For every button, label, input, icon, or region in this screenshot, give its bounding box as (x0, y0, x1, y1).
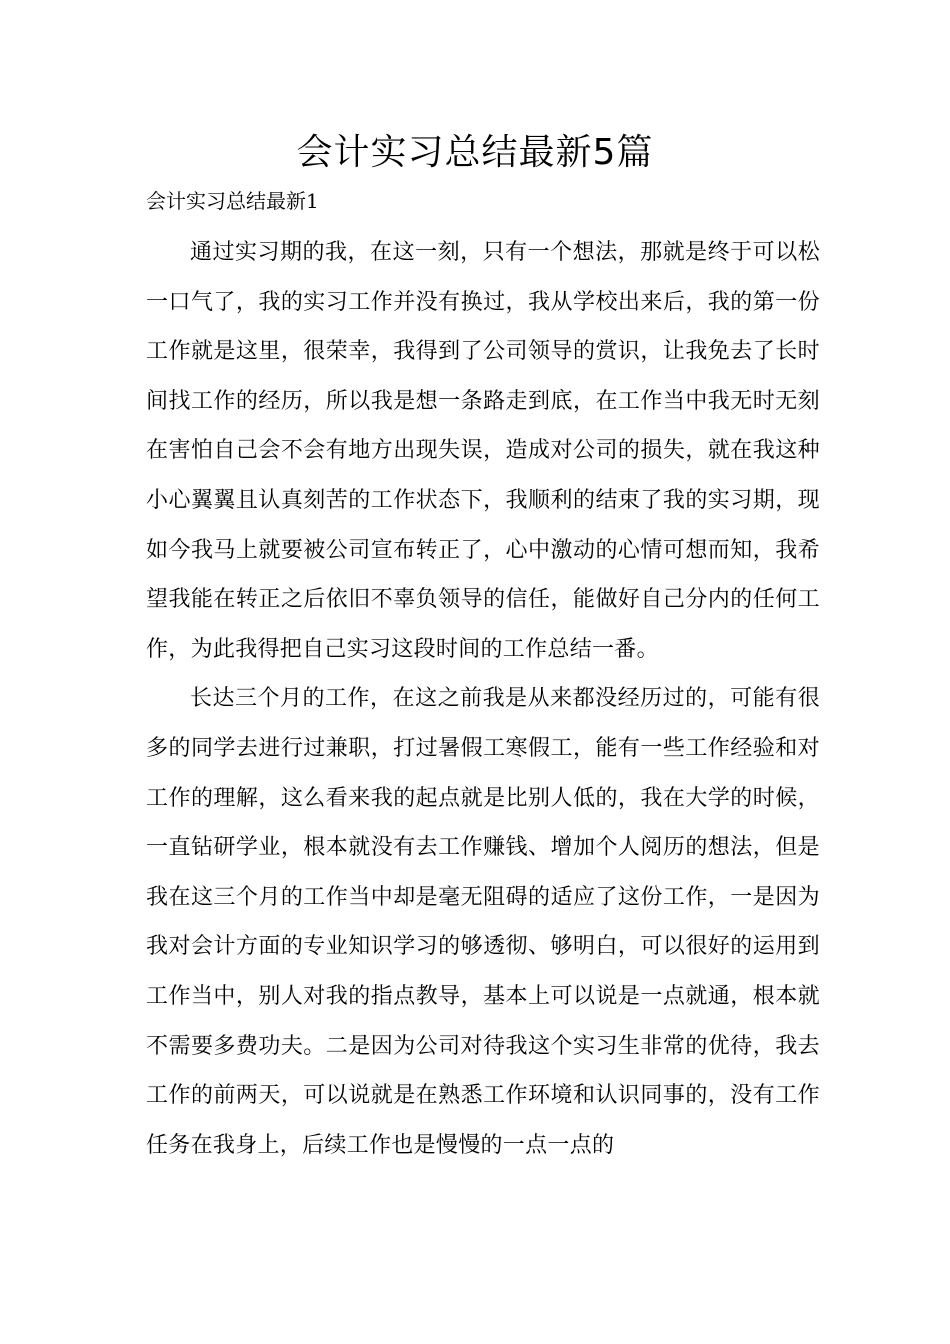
paragraph: 长达三个月的工作，在这之前我是从来都没经历过的，可能有很多的同学去进行过兼职，打过暑假工寒假工，能有一些工作经验和对工作的理解，这么看来我的起点就是比别人低的，我在大学的时候，一直钻研学业，根本就没有去工作赚钱、增加个人阅历的想法，但是我在这三个月的工作当中却是毫无阻碍的适应了这份工作，一是因为我对会计方面的专业知识学习的够透彻、够明白，可以很好的运用到工作当中，别人对我的指点教导，基本上可以说是一点就通，根本就不需要多费功夫。二是因为公司对待我这个实习生非常的优待，我去工作的前两天，可以说就是在熟悉工作环境和认识同事的，没有工作任务在我身上，后续工作也是慢慢的一点一点的 (146, 686, 820, 1158)
section-heading: 会计实习总结最新1 (146, 189, 319, 213)
document-body (146, 228, 820, 1170)
document-title: 会计实习总结最新5篇 (296, 132, 654, 173)
paragraph: 通过实习期的我，在这一刻，只有一个想法，那就是终于可以松一口气了，我的实习工作并没有换过，我从学校出来后，我的第一份工作就是这里，很荣幸，我得到了公司领导的赏识，让我免去了长时间找工作的经历，所以我是想一条路走到底，在工作当中我无时无刻在害怕自己会不会有地方出现失误，造成对公司的损失，就在我这种小心翼翼且认真刻苦的工作状态下，我顺利的结束了我的实习期，现如今我马上就要被公司宣布转正了，心中激动的心情可想而知，我希望我能在转正之后依旧不辜负领导的信任，能做好自己分内的任何工作，为此我得把自己实习这段时间的工作总结一番。 (146, 240, 820, 662)
